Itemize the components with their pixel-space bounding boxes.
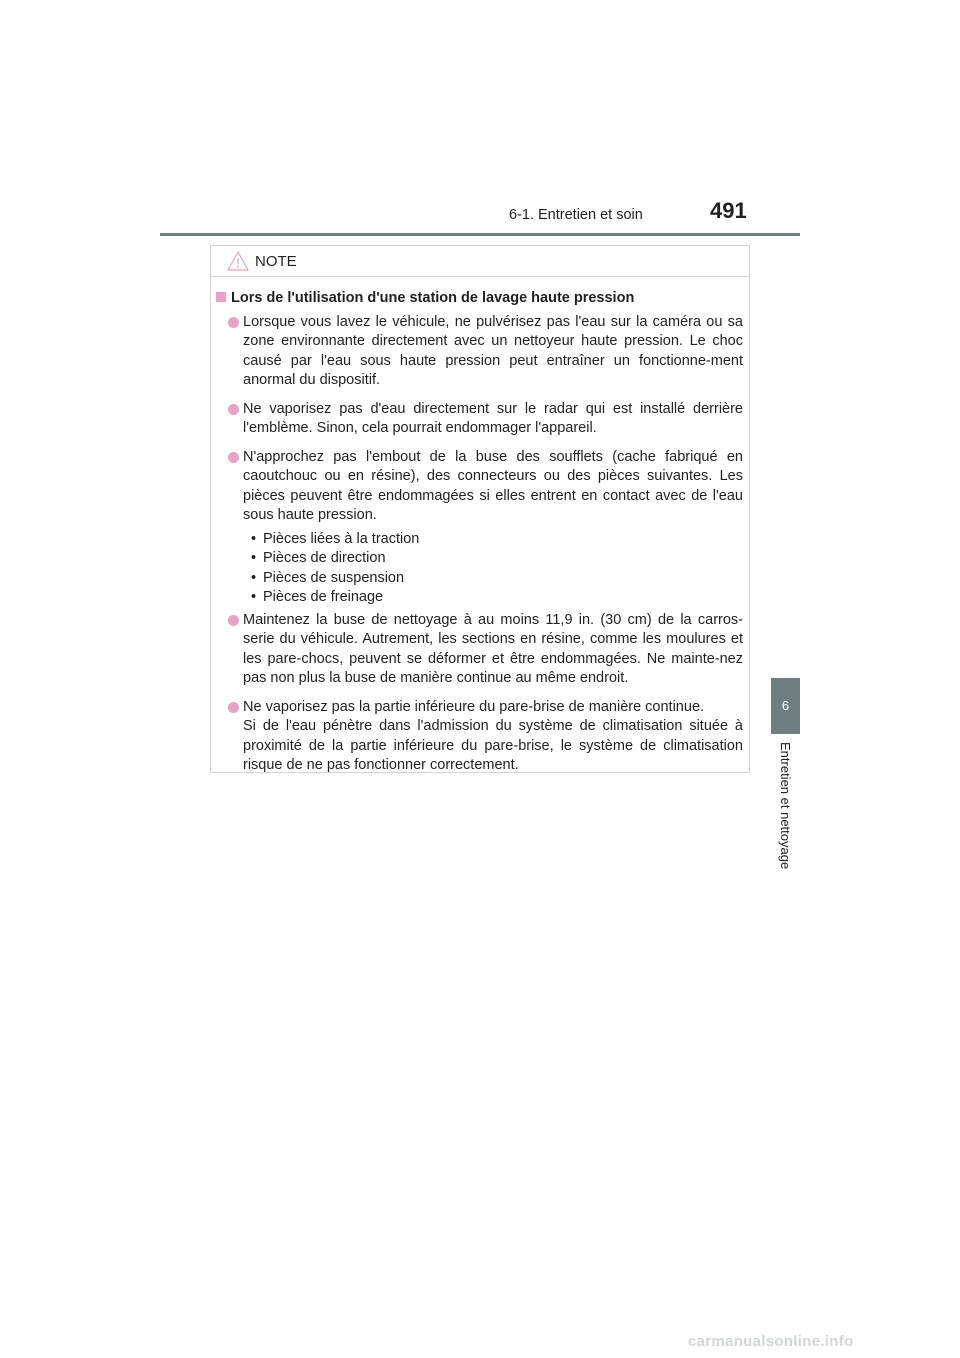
header-rule [160,233,800,236]
chapter-number-tab: 6 [771,678,800,734]
sublist-item: • Pièces de freinage [251,588,743,608]
round-bullet-icon [228,702,239,713]
chapter-title-text: Entretien et nettoyage [778,742,793,870]
list-item [216,448,743,526]
warning-triangle-icon [227,251,249,271]
sublist-item: • Pièces de suspension [251,569,743,589]
round-bullet-icon [228,404,239,415]
list-item [216,698,743,776]
round-bullet-icon [228,452,239,463]
chapter-title-tab [771,734,800,894]
round-bullet-icon [228,317,239,328]
list-item [216,313,743,391]
note-header [211,246,749,277]
list-item-text: N'approchez pas l'embout de la buse des soufflets (cache fabriqué en caoutchouc ou en résine), des connecteurs ou des pièces suivantes. Les pièces peuvent être endommagées si elles entrent en contact avec de l'eau sous haute pression. [243,448,743,523]
page-number: 491 [710,198,747,223]
parts-sublist [216,530,743,608]
list-item-text: Ne vaporisez pas la partie inférieure du pare-brise de manière continue. [243,698,705,715]
round-bullet-icon [228,615,239,626]
list-item [216,611,743,689]
list-item-text: Lorsque vous lavez le véhicule, ne pulvérisez pas l'eau sur la caméra ou sa zone environnante directement avec un nettoyeur haute pression. Le choc causé par l'eau sous haute pression peut entraîner un fonctionne-ment anormal du dispositif. [243,313,743,388]
sublist-item: • Pièces liées à la traction [251,530,743,550]
header-section-title: 6-1. Entretien et soin [509,207,643,223]
note-body [211,277,749,776]
section-heading [216,289,743,309]
list-item-text: Maintenez la buse de nettoyage à au moins 11,9 in. (30 cm) de la carros-serie du véhicule. Autrement, les sections en résine, comme les moulures et les pare-chocs, peuvent se déformer et être endommagées. Ne mainte-nez pas non plus la buse de manière continue au même endroit. [243,611,743,686]
watermark: carmanualsonline.info [688,1333,854,1350]
note-box [210,245,750,773]
note-label: NOTE [255,253,297,270]
list-item [216,400,743,439]
section-heading-text: Lors de l'utilisation d'une station de lavage haute pression [231,290,635,306]
sublist-item: • Pièces de direction [251,549,743,569]
square-bullet-icon [216,292,226,302]
list-item-text: Ne vaporisez pas d'eau directement sur le radar qui est installé derrière l'emblème. Sinon, cela pourrait endommager l'appareil. [243,400,743,436]
list-item-text-continued: Si de l'eau pénètre dans l'admission du système de climatisation située à proximité de la partie inférieure du pare-brise, le système de climatisation risque de ne pas fonctionner correctement. [243,718,743,773]
